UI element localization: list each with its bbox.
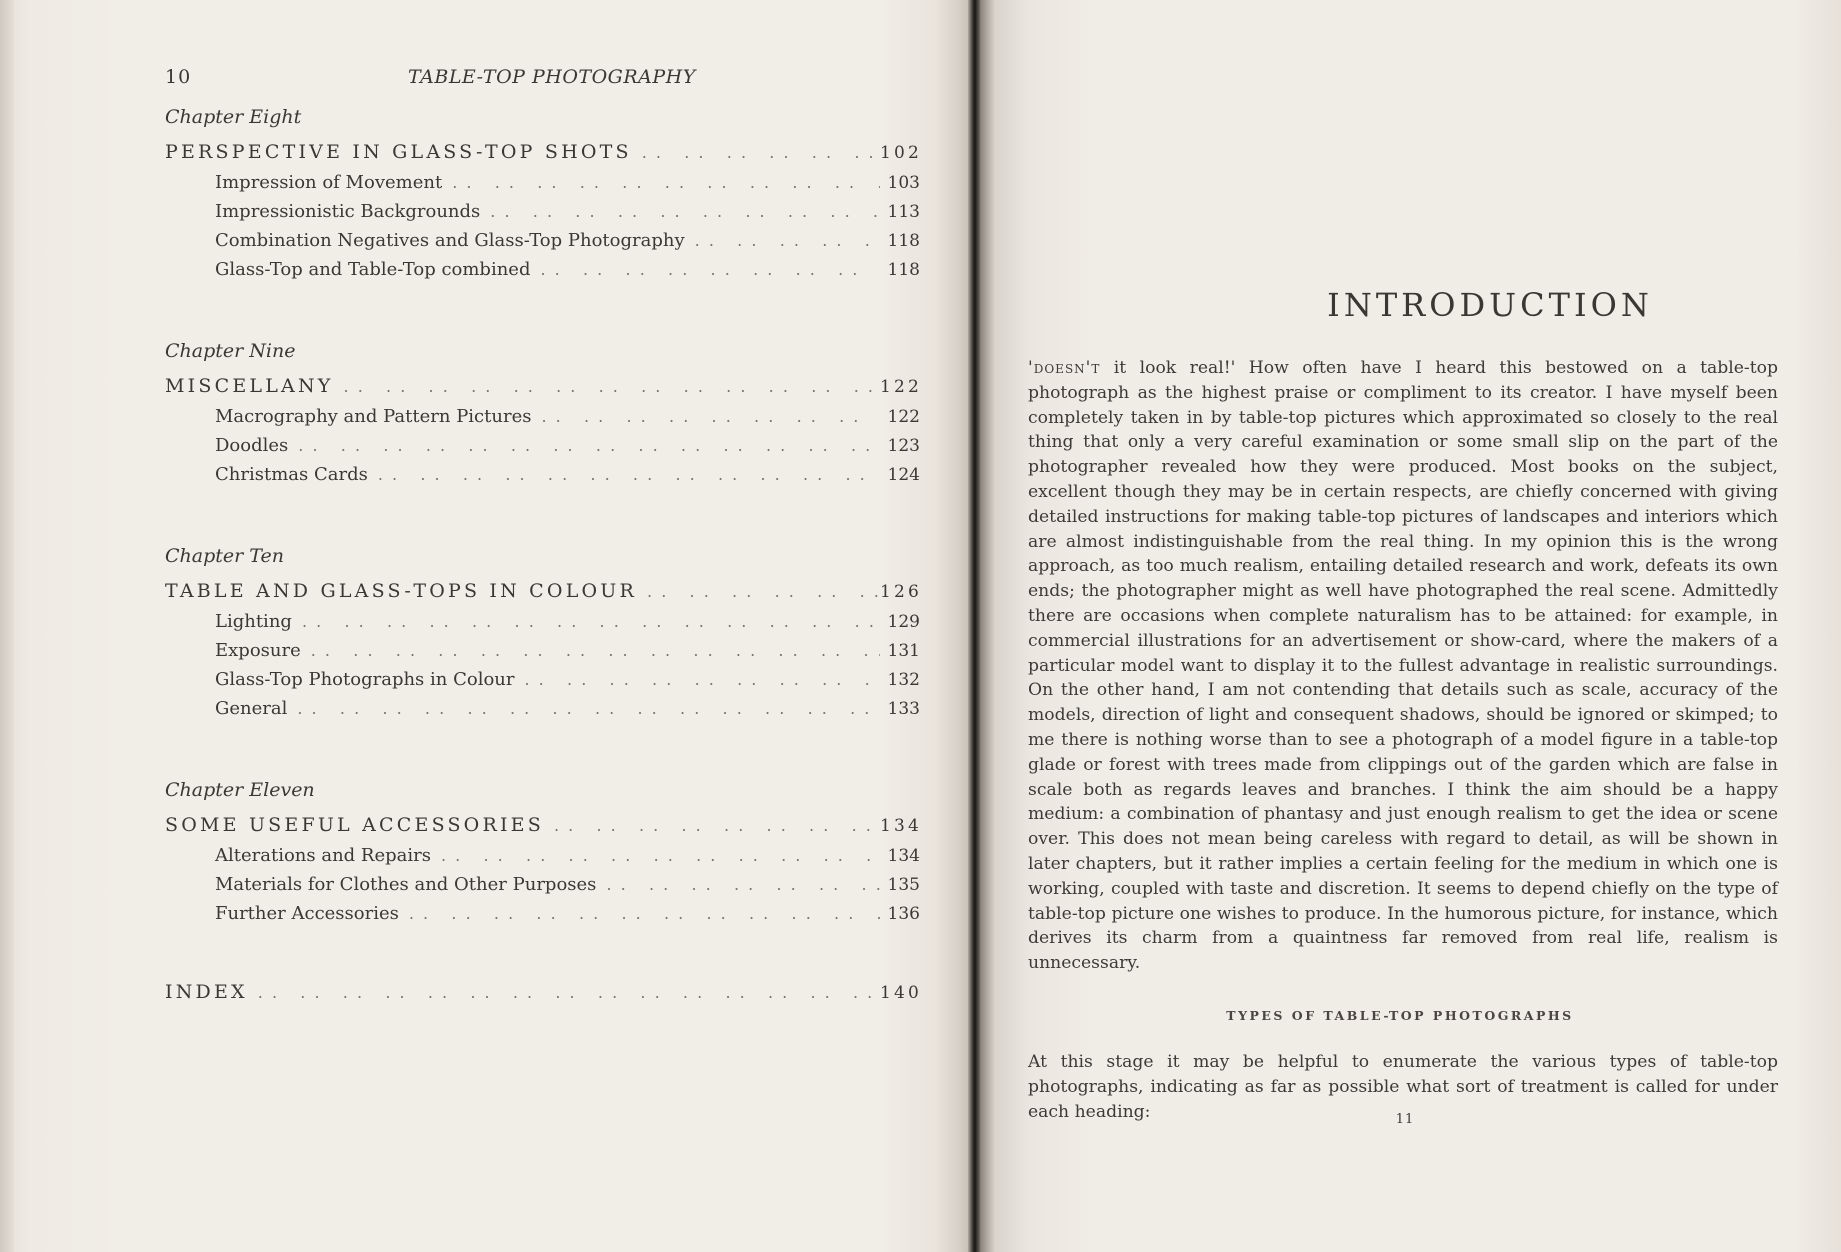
section-row (165, 841, 920, 870)
dot-leader (298, 431, 880, 460)
toc-entry-page: 124 (887, 465, 920, 485)
toc-entry-page: 123 (887, 436, 920, 456)
section-row (165, 226, 920, 255)
toc-entry-page: 129 (887, 612, 920, 632)
page-edge (0, 0, 14, 1252)
chapter-block (165, 336, 923, 489)
table-of-contents (165, 102, 923, 1008)
toc-entry-title: Exposure (215, 640, 301, 661)
chapter-block (165, 775, 923, 928)
toc-entry-page: 126 (880, 582, 923, 602)
toc-entry-title: General (215, 698, 288, 719)
paragraph-text: it look real!' How often have I heard this bestowed on a table-top photograph as the highest praise or compliment to its creator. I have myself been completely taken in by table-top pictures which approximated so closely to the real thing that only a very careful examination or some small slip on the part of the photographer revealed how they were produced. Most books on the subject, excellent though they may be in certain respects, are chiefly concerned with giving detailed instructions for making table-top pictures of landscapes and interiors which are almost indistinguishable from the real thing. In my opinion this is the wrong approach, as too much realism, entailing detailed research and work, defeats its own ends; the photographer might as well have photographed the real scene. Admittedly there are occasions when complete naturalism has to be attained: for example, in commercial illustrations for an advertisement or show-card, where the makers of a particular model want to display it to the fullest advantage in realistic surroundings. On the other hand, I am not contending that details such as scale, accuracy of the models, direction of light and consequent shadows, should be ignored or skimped; to me there is nothing worse than to see a photograph of a model figure in a table-top glade or forest with trees made from clippings out of the garden which are false in scale both as regards leaves and branches. I think the aim should be a happy medium: a combination of phantasy and just enough realism to get the idea or scene over. This does not mean being careless with regard to detail, as will be shown in later chapters, but it rather implies a certain feeling for the medium in which one is working, coupled with taste and discretion. It seems to depend chiefly on the type of table-top picture one wishes to produce. In the humorous picture, for instance, which derives its charm from a quaintness far removed from real life, realism is unnecessary. (1028, 358, 1778, 974)
page-number-left: 10 (165, 66, 192, 88)
toc-entry-page: 136 (887, 904, 920, 924)
dot-leader (540, 255, 880, 284)
section-row (165, 694, 920, 723)
chapter-block (165, 541, 923, 723)
section-row (165, 870, 920, 899)
toc-entry-title: Glass-Top Photographs in Colour (215, 669, 515, 690)
book-spine (968, 0, 980, 1252)
section-row (165, 431, 920, 460)
dot-leader (378, 460, 880, 489)
section-row (165, 665, 920, 694)
chapter-label: Chapter Eleven (165, 779, 315, 801)
dot-leader (452, 168, 880, 197)
dot-leader (311, 636, 880, 665)
dot-leader (541, 402, 880, 431)
toc-entry-page: 122 (880, 377, 923, 397)
toc-entry-page: 133 (887, 699, 920, 719)
dot-leader (344, 371, 880, 403)
chapter-block (165, 102, 923, 284)
toc-entry-page: 134 (887, 846, 920, 866)
index-row (165, 976, 923, 1008)
toc-entry-page: 140 (880, 983, 923, 1003)
dot-leader (606, 870, 880, 899)
dot-leader (525, 665, 881, 694)
dot-leader (647, 576, 880, 608)
toc-entry-page: 118 (887, 260, 920, 280)
dot-leader (490, 197, 880, 226)
dot-leader (642, 137, 880, 169)
toc-entry-title: Lighting (215, 611, 292, 632)
toc-entry-page: 102 (880, 143, 923, 163)
section-row (165, 255, 920, 284)
toc-entry-title: Macrography and Pattern Pictures (215, 406, 532, 427)
toc-entry-title: Combination Negatives and Glass-Top Photography (215, 230, 685, 251)
chapter-title-row (165, 370, 923, 402)
dot-leader (409, 899, 880, 928)
section-heading: TYPES OF TABLE-TOP PHOTOGRAPHS (1226, 1008, 1574, 1023)
toc-entry-title: Christmas Cards (215, 464, 368, 485)
toc-entry-page: 122 (887, 407, 920, 427)
toc-entry-title: Materials for Clothes and Other Purposes (215, 874, 597, 895)
toc-entry-title: Doodles (215, 435, 289, 456)
chapter-title-row (165, 575, 923, 607)
toc-entry-title: Further Accessories (215, 903, 399, 924)
toc-entry-page: 113 (887, 202, 920, 222)
dot-leader (695, 226, 880, 255)
dot-leader (302, 607, 880, 636)
toc-entry-title: MISCELLANY (165, 375, 334, 397)
section-row (165, 460, 920, 489)
dot-leader (441, 841, 880, 870)
toc-entry-title: Glass-Top and Table-Top combined (215, 259, 531, 280)
toc-entry-title: INDEX (165, 981, 248, 1003)
chapter-label: Chapter Nine (165, 340, 296, 362)
section-row (165, 402, 920, 431)
dot-leader (297, 694, 880, 723)
section-row (165, 899, 920, 928)
section-row (165, 607, 920, 636)
toc-entry-page: 134 (880, 816, 923, 836)
chapter-label: Chapter Eight (165, 106, 302, 128)
toc-entry-page: 135 (887, 875, 920, 895)
running-title: TABLE-TOP PHOTOGRAPHY (408, 66, 696, 88)
introduction-heading: INTRODUCTION (1327, 286, 1653, 324)
toc-entry-title: Impression of Movement (215, 172, 443, 193)
section-paragraph: At this stage it may be helpful to enumerate the various types of table-top photographs, indicating as far as possible what sort of treatment is called for under each heading: (1028, 1052, 1778, 1122)
toc-entry-page: 132 (887, 670, 920, 690)
chapter-label: Chapter Ten (165, 545, 284, 567)
section-row (165, 168, 920, 197)
running-head (165, 66, 920, 92)
chapter-title-row (165, 136, 923, 168)
toc-entry-page: 131 (887, 641, 920, 661)
page-number-right: 11 (1395, 1112, 1415, 1127)
section-row (165, 636, 920, 665)
index-block (165, 976, 923, 1008)
toc-entry-title: SOME USEFUL ACCESSORIES (165, 814, 544, 836)
chapter-title-row (165, 809, 923, 841)
section-row (165, 197, 920, 226)
toc-entry-title: TABLE AND GLASS-TOPS IN COLOUR (165, 580, 638, 602)
toc-entry-page: 118 (887, 231, 920, 251)
toc-entry-title: Impressionistic Backgrounds (215, 201, 481, 222)
toc-entry-page: 103 (887, 173, 920, 193)
toc-entry-title: Alterations and Repairs (215, 845, 431, 866)
introduction-paragraph (1028, 356, 1778, 976)
paragraph-lead-word: 'doesn't (1028, 358, 1101, 378)
dot-leader (258, 977, 880, 1009)
toc-entry-title: PERSPECTIVE IN GLASS-TOP SHOTS (165, 141, 632, 163)
dot-leader (554, 810, 880, 842)
